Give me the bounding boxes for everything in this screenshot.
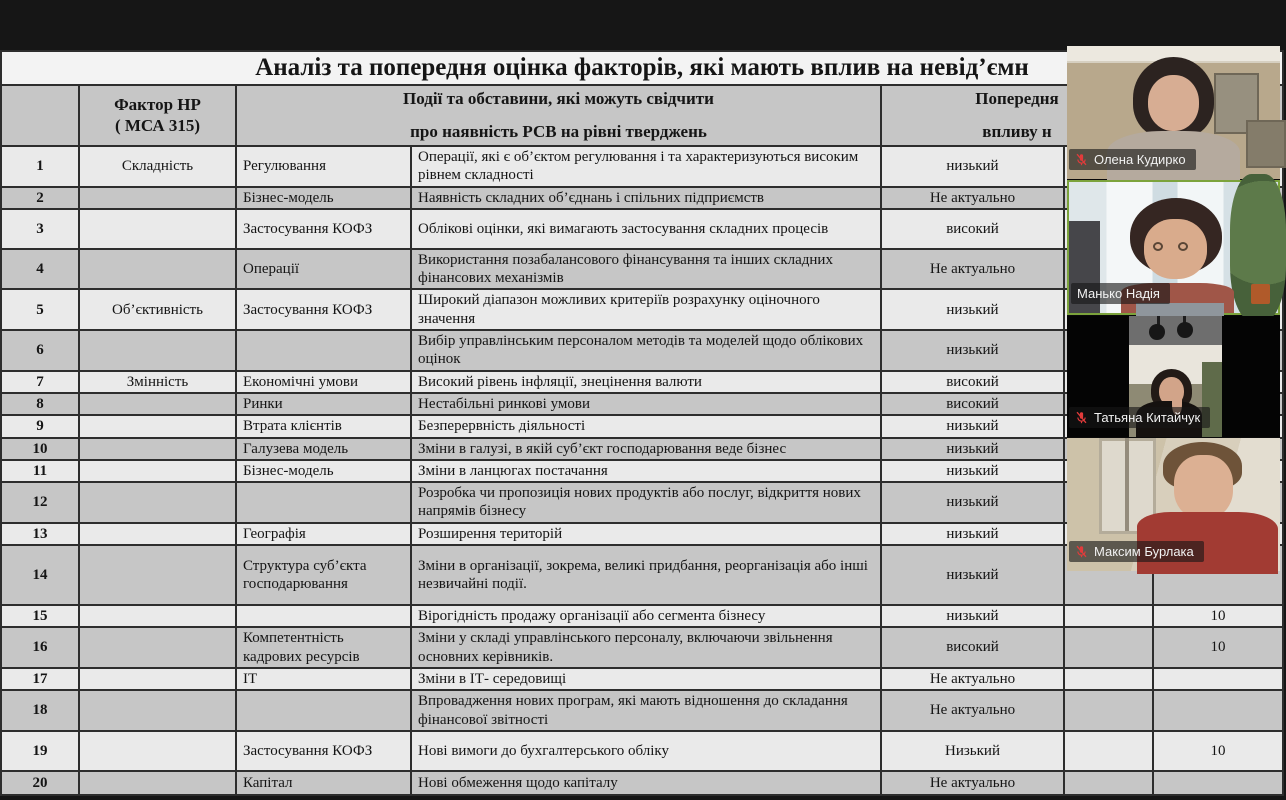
participant-face [1148, 75, 1199, 131]
cell-num: 7 [1, 371, 79, 393]
cell-factor [79, 690, 236, 731]
cell-sub [236, 330, 411, 371]
cell-sub: Економічні умови [236, 371, 411, 393]
participant-name: Максим Бурлака [1094, 544, 1194, 559]
cell-factor [79, 771, 236, 795]
cell-score [1153, 690, 1283, 731]
video-tile-olena-kudyrko[interactable] [1067, 46, 1280, 179]
cell-sub: Бізнес-модель [236, 460, 411, 482]
participant-name-tag [1069, 149, 1196, 170]
cell-sub: Ринки [236, 393, 411, 415]
cell-event: Зміни в ІТ- середовищі [411, 668, 881, 690]
cell-score: 10 [1153, 627, 1283, 668]
participant-name: Манько Надія [1077, 286, 1160, 301]
cell-factor [79, 523, 236, 545]
picture-frame [1246, 120, 1286, 168]
header-events-line2: про наявність РСВ на рівні тверджень [410, 121, 707, 141]
header-events-line1: Події та обставини, які можуть свідчити [403, 88, 714, 108]
cell-prelim: низький [881, 482, 1064, 523]
cell-sub: Втрата клієнтів [236, 415, 411, 437]
participant-name-tag [1071, 283, 1170, 304]
cell-num: 4 [1, 249, 79, 290]
cell-event: Нові обмеження щодо капіталу [411, 771, 881, 795]
cell-prelim: високий [881, 627, 1064, 668]
cell-prelim: низький [881, 146, 1064, 187]
cell-prelim: низький [881, 330, 1064, 371]
cell-mid [1064, 605, 1153, 627]
cell-sub: Застосування КОФЗ [236, 731, 411, 771]
cell-num: 12 [1, 482, 79, 523]
cell-sub: Географія [236, 523, 411, 545]
cell-event: Безперервність діяльності [411, 415, 881, 437]
cell-score: 10 [1153, 731, 1283, 771]
cell-event: Високий рівень інфляції, знецінення валюти [411, 371, 881, 393]
cell-event: Облікові оцінки, які вимагають застосування складних процесів [411, 209, 881, 249]
mic-muted-icon [1075, 411, 1088, 424]
cell-num: 3 [1, 209, 79, 249]
cell-num: 15 [1, 605, 79, 627]
cell-prelim: високий [881, 209, 1064, 249]
cell-factor [79, 249, 236, 290]
cell-num: 13 [1, 523, 79, 545]
cell-num: 6 [1, 330, 79, 371]
cell-mid [1064, 690, 1153, 731]
table-row [1, 668, 1283, 690]
header-factor-line1: Фактор НР [114, 94, 201, 114]
cell-prelim: Не актуально [881, 690, 1064, 731]
cell-factor [79, 330, 236, 371]
cell-prelim: Не актуально [881, 187, 1064, 209]
cell-num: 8 [1, 393, 79, 415]
table-row [1, 731, 1283, 771]
video-tile-maksym-burlaka[interactable] [1067, 438, 1280, 571]
cell-sub: Операції [236, 249, 411, 290]
participant-name: Татьяна Китайчук [1094, 410, 1201, 425]
cell-factor [79, 668, 236, 690]
cell-sub [236, 690, 411, 731]
cell-factor [79, 731, 236, 771]
cell-sub: Компетентність кадрових ресурсів [236, 627, 411, 668]
cell-sub [236, 605, 411, 627]
cell-num: 9 [1, 415, 79, 437]
cell-factor [79, 460, 236, 482]
cell-num: 19 [1, 731, 79, 771]
cell-factor [79, 209, 236, 249]
cell-prelim: низький [881, 460, 1064, 482]
cell-num: 10 [1, 438, 79, 460]
cell-sub: Застосування КОФЗ [236, 289, 411, 330]
cell-event: Зміни в ланцюгах постачання [411, 460, 881, 482]
cell-num: 20 [1, 771, 79, 795]
cell-score: 10 [1153, 605, 1283, 627]
cell-num: 5 [1, 289, 79, 330]
cell-event: Розширення територій [411, 523, 881, 545]
cell-factor [79, 187, 236, 209]
header-prelim-line2: впливу н [982, 121, 1052, 141]
cell-prelim: Не актуально [881, 668, 1064, 690]
cell-prelim: низький [881, 605, 1064, 627]
cell-sub: Бізнес-модель [236, 187, 411, 209]
table-title-text: Аналіз та попередня оцінка факторів, які мають вплив на невід’ємн [255, 53, 1029, 81]
cell-event: Впровадження нових програм, які мають відношення до складання фінансової звітності [411, 690, 881, 731]
cell-mid [1064, 627, 1153, 668]
cell-prelim: Не актуально [881, 249, 1064, 290]
cell-score [1153, 668, 1283, 690]
cell-event: Вірогідність продажу організації або сегмента бізнесу [411, 605, 881, 627]
cell-event: Нові вимоги до бухгалтерського обліку [411, 731, 881, 771]
video-tile-manko-nadiia-active-speaker[interactable] [1067, 180, 1280, 315]
cell-prelim: низький [881, 289, 1064, 330]
cell-sub: Регулювання [236, 146, 411, 187]
participant-name-tag [1069, 541, 1204, 562]
participant-name-tag [1069, 407, 1210, 428]
cell-event: Вибір управлінським персоналом методів та моделей щодо облікових оцінок [411, 330, 881, 371]
cell-factor: Об’єктивність [79, 289, 236, 330]
cell-factor [79, 393, 236, 415]
header-events [236, 85, 881, 146]
cell-num: 14 [1, 545, 79, 605]
table-row [1, 771, 1283, 795]
cell-prelim: Низький [881, 731, 1064, 771]
cell-sub: Капітал [236, 771, 411, 795]
cell-prelim: низький [881, 545, 1064, 605]
cell-factor: Змінність [79, 371, 236, 393]
cell-factor [79, 482, 236, 523]
participants-panel [1067, 46, 1280, 571]
cell-prelim: Не актуально [881, 771, 1064, 795]
cell-factor [79, 627, 236, 668]
cell-prelim: низький [881, 438, 1064, 460]
cell-mid [1064, 731, 1153, 771]
cell-prelim: високий [881, 371, 1064, 393]
cell-event: Зміни в галузі, в якій суб’єкт господарювання веде бізнес [411, 438, 881, 460]
mic-muted-icon [1075, 153, 1088, 166]
cell-event: Зміни у складі управлінського персоналу, включаючи звільнення основних керівників. [411, 627, 881, 668]
header-factor [79, 85, 236, 146]
cell-num: 16 [1, 627, 79, 668]
cell-event: Нестабільні ринкові умови [411, 393, 881, 415]
cell-sub: Застосування КОФЗ [236, 209, 411, 249]
cell-factor [79, 545, 236, 605]
participant-name: Олена Кудирко [1094, 152, 1186, 167]
header-num [1, 85, 79, 146]
cell-num: 1 [1, 146, 79, 187]
cell-factor [79, 415, 236, 437]
cell-sub: Структура суб’єкта господарювання [236, 545, 411, 605]
cell-event: Широкий діапазон можливих критеріїв розрахунку оціночного значення [411, 289, 881, 330]
cell-prelim: низький [881, 523, 1064, 545]
table-row [1, 627, 1283, 668]
cell-sub: Галузева модель [236, 438, 411, 460]
video-tile-tatiana-kytaichuk[interactable] [1067, 316, 1280, 437]
cell-prelim: високий [881, 393, 1064, 415]
cell-factor: Складність [79, 146, 236, 187]
mic-muted-icon [1075, 545, 1088, 558]
cell-num: 17 [1, 668, 79, 690]
cell-score [1153, 771, 1283, 795]
table-row [1, 605, 1283, 627]
cell-sub: ІТ [236, 668, 411, 690]
glasses [1153, 242, 1163, 251]
cell-event: Розробка чи пропозиція нових продуктів або послуг, відкриття нових напрямів бізнесу [411, 482, 881, 523]
cell-num: 11 [1, 460, 79, 482]
cell-event: Зміни в організації, зокрема, великі придбання, реорганізація або інші незвичайні події. [411, 545, 881, 605]
cell-event: Наявність складних об’єднань і спільних підприємств [411, 187, 881, 209]
cell-event: Використання позабалансового фінансування та інших складних фінансових механізмів [411, 249, 881, 290]
header-prelim-line1: Попередня [975, 88, 1059, 108]
cell-mid [1064, 771, 1153, 795]
cell-num: 2 [1, 187, 79, 209]
header-factor-line2: ( МСА 315) [114, 115, 201, 135]
cell-factor [79, 438, 236, 460]
table-row [1, 690, 1283, 731]
cell-num: 18 [1, 690, 79, 731]
cell-sub [236, 482, 411, 523]
cell-prelim: низький [881, 415, 1064, 437]
cell-event: Операції, які є об’єктом регулювання і та характеризуються високим рівнем складності [411, 146, 881, 187]
participant-face [1174, 455, 1234, 519]
cell-mid [1064, 668, 1153, 690]
cell-factor [79, 605, 236, 627]
